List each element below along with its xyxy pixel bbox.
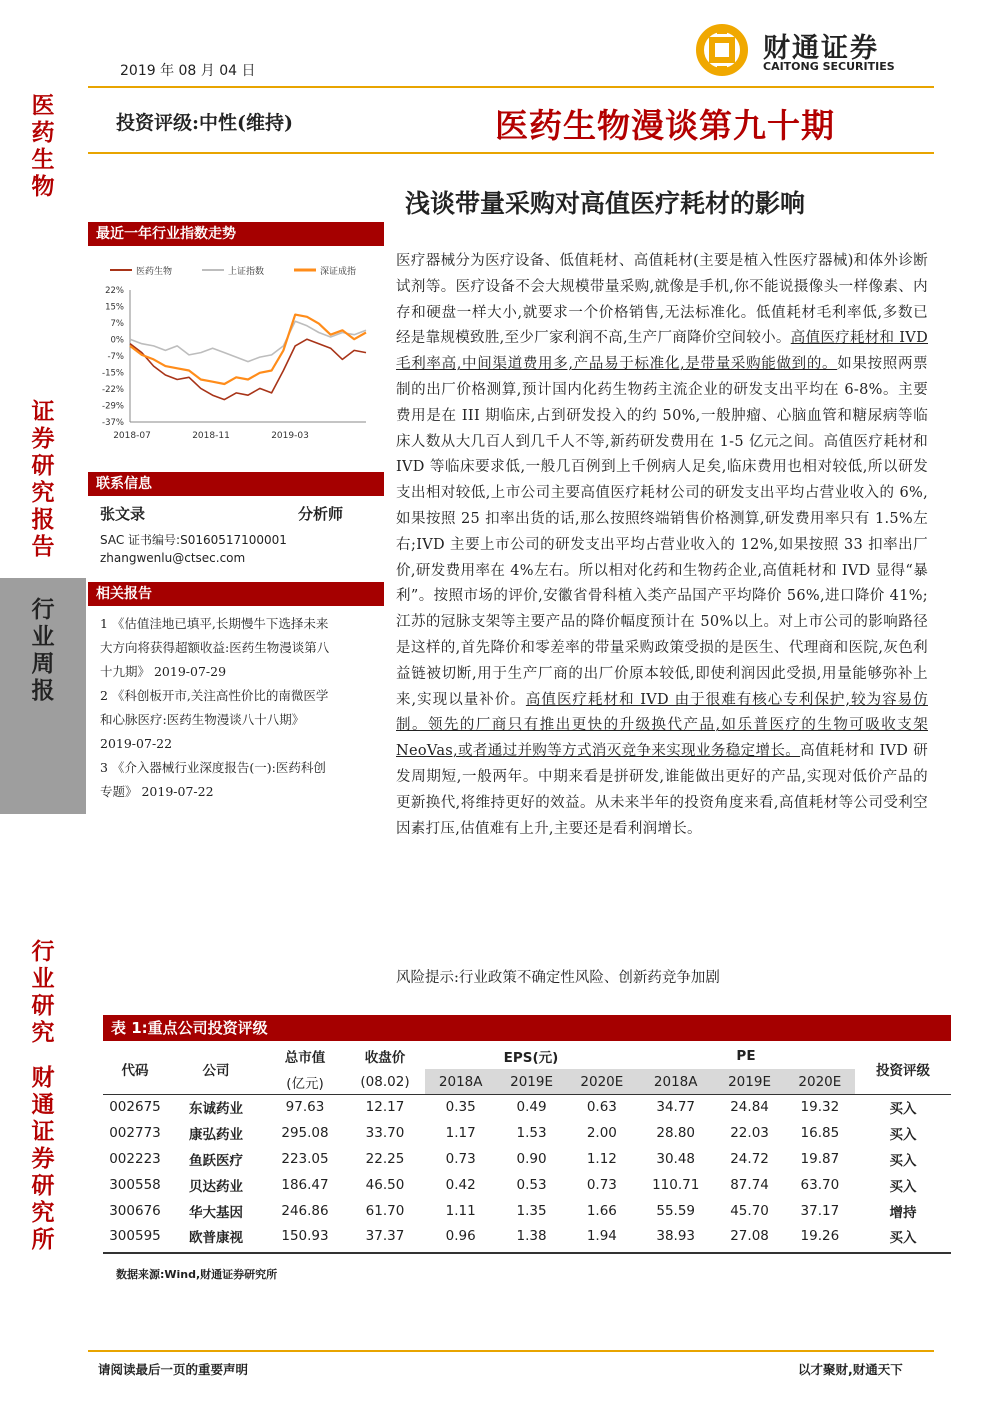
table-cell: 28.80 xyxy=(656,1125,696,1142)
footer-rule xyxy=(88,1350,934,1352)
related-list xyxy=(100,612,384,804)
rating-label: 投资评级:中性(维持) xyxy=(116,112,293,134)
th-year: 2019E xyxy=(714,1069,784,1095)
table-cell: 223.05 xyxy=(281,1151,329,1168)
sidebar-report-type-text: 证券研究报告 xyxy=(31,398,55,560)
x-tick-label: 2018-07 xyxy=(113,431,151,441)
table-cell: 买入 xyxy=(889,1178,917,1195)
table-row xyxy=(103,1146,951,1172)
y-tick-label: 0% xyxy=(110,335,124,346)
table-cell: 19.87 xyxy=(800,1151,840,1168)
table-cell: 2.00 xyxy=(586,1125,617,1142)
table-rule-top xyxy=(103,1094,951,1095)
table-cell: 0.90 xyxy=(516,1151,547,1168)
table-cell: 0.73 xyxy=(586,1176,617,1193)
th-year: 2019E xyxy=(496,1069,566,1095)
th-code: 代码 xyxy=(121,1062,149,1079)
sidebar-dept xyxy=(0,938,86,1253)
table-cell: 买入 xyxy=(889,1101,917,1118)
th-mcap-unit: (亿元) xyxy=(286,1075,324,1092)
table-title: 表 1:重点公司投资评级 xyxy=(103,1015,951,1041)
table-cell: 27.08 xyxy=(730,1228,769,1245)
body-text-3: 高值耗材和 IVD 研发周期短,一般两年。中期来看是拼研发,谁能做出更好的产品,实现对低价产品的更新换代,将维持更好的效益。从未来半年的投资角度来看,高值耗材等公司受利空因素打压,估值难有上升,主要还是看利润增长。 xyxy=(396,743,928,837)
body-highlight-1: 高值医疗耗材和 IVD 毛利率高,中间渠道费用多,产品易于标准化,是带量采购能做到的。 xyxy=(396,330,928,373)
y-tick-label: -29% xyxy=(102,401,124,412)
related-item-1[interactable] xyxy=(100,612,384,684)
table-row xyxy=(103,1095,951,1121)
related-item-3-line: 3 《介入器械行业深度报告(一):医药科创 xyxy=(100,760,326,775)
table-row xyxy=(103,1172,951,1198)
sidebar-dept2-text: 财通证券研究所 xyxy=(31,1064,55,1253)
legend-label: 上证指数 xyxy=(228,267,265,277)
sidebar-category-text: 行业周报 xyxy=(31,596,55,704)
table-cell: 1.94 xyxy=(586,1228,617,1245)
report-title: 浅谈带量采购对高值医疗耗材的影响 xyxy=(405,189,806,218)
x-tick-label: 2019-03 xyxy=(271,431,309,441)
table-cell: 0.53 xyxy=(516,1176,547,1193)
table-cell: 246.86 xyxy=(281,1202,329,1219)
table-cell: 150.93 xyxy=(281,1228,329,1245)
table-cell: 1.53 xyxy=(516,1125,547,1142)
legend-label: 医药生物 xyxy=(136,267,173,277)
series-title: 医药生物漫谈第九十期 xyxy=(495,106,835,145)
series-line-2 xyxy=(130,321,366,361)
risk-note: 风险提示:行业政策不确定性风险、创新药竞争加剧 xyxy=(396,970,720,986)
table-cell: 24.84 xyxy=(730,1099,769,1116)
table-cell: 37.37 xyxy=(365,1228,405,1245)
x-tick-label: 2018-11 xyxy=(192,431,230,441)
rating-table xyxy=(103,1043,951,1249)
table-cell: 0.63 xyxy=(586,1099,617,1116)
analyst-title: 分析师 xyxy=(298,505,344,523)
logo-en: CAITONG SECURITIES xyxy=(763,60,895,73)
y-tick-label: -22% xyxy=(102,385,124,395)
table-cell: 22.25 xyxy=(365,1151,405,1168)
table-cell: 186.47 xyxy=(281,1176,329,1193)
related-item-2-line: 2019-07-22 xyxy=(100,736,173,751)
table-cell: 45.70 xyxy=(730,1202,769,1219)
table-cell: 欧普康视 xyxy=(189,1230,243,1247)
footer-disclaimer[interactable]: 请阅读最后一页的重要声明 xyxy=(98,1362,249,1377)
th-pe: PE xyxy=(736,1047,756,1064)
company-logo xyxy=(693,22,933,78)
table-cell: 买入 xyxy=(889,1230,917,1247)
related-item-2[interactable] xyxy=(100,684,384,756)
analyst-email[interactable]: zhangwenlu@ctsec.com xyxy=(100,551,246,565)
th-year: 2018A xyxy=(637,1069,714,1095)
th-eps: EPS(元) xyxy=(503,1049,559,1066)
table-cell: 鱼跃医疗 xyxy=(189,1153,243,1170)
table-cell: 康弘药业 xyxy=(189,1127,243,1144)
table-cell: 1.66 xyxy=(586,1202,617,1219)
table-cell: 16.85 xyxy=(800,1125,840,1142)
table-row xyxy=(103,1198,951,1224)
related-item-2-line: 2 《科创板开市,关注高性价比的南微医学 xyxy=(100,688,329,703)
logo-mark-icon xyxy=(693,22,755,78)
table-cell: 24.72 xyxy=(730,1151,769,1168)
table-cell: 0.35 xyxy=(445,1099,476,1116)
table-cell: 0.42 xyxy=(445,1176,476,1193)
table-cell: 东诚药业 xyxy=(189,1101,243,1118)
th-close-date: (08.02) xyxy=(360,1073,410,1090)
table-cell: 1.12 xyxy=(586,1151,617,1168)
y-tick-label: 15% xyxy=(105,302,124,313)
y-tick-label: -7% xyxy=(107,352,124,362)
report-date: 2019 年 08 月 04 日 xyxy=(120,63,256,79)
contact-heading: 联系信息 xyxy=(88,472,384,496)
th-year: 2020E xyxy=(567,1069,637,1095)
table-cell: 002223 xyxy=(109,1151,161,1168)
table-cell: 97.63 xyxy=(285,1099,325,1116)
table-cell: 买入 xyxy=(889,1127,917,1144)
index-chart xyxy=(96,256,380,446)
series-line-1 xyxy=(130,339,366,399)
related-item-1-line: 十九期》 2019-07-29 xyxy=(100,664,227,679)
table-rule-bottom xyxy=(103,1252,951,1254)
body-paragraph xyxy=(396,249,928,842)
table-cell: 买入 xyxy=(889,1153,917,1170)
header-rule-bottom xyxy=(88,152,934,154)
index-heading: 最近一年行业指数走势 xyxy=(88,222,384,246)
th-close: 收盘价 xyxy=(364,1049,406,1066)
body-text-2: 如果按照两票制的出厂价格测算,预计国内化药生物药主流企业的研发支出平均在 6-8%。主要费用是在 III 期临床,占到研发投入的约 50%,一般肿瘤、心脑血管和糖尿病等临床人数从大几百人到几千人不等,新药研发费用在 1-5 亿元之间。高值医疗耗材和 IVD 等临床要求低,一般几百例到上千例病人足矣,临床费用也相对较低,所以研发支出相对较低,上市公司主要高值医疗耗材公司的研发支出平均占营业收入的 6%,如果按照 25 扣率出货的话,那么按照终端销售价格测算,研发费用率只有 1.5%左右;IVD 主要上市公司的研发支出平均占营业收入的 12%,如果按照 33 扣率出厂价,研发费用率在 4%左右。所以相对化药和生物药企业,高值耗材和 IVD 显得“暴利”。按照市场的评价,安徽省骨科植入类产品国产平均降价 56%,进口降价 41%;江苏的冠脉支架等主要产品的降价幅度预计在 50%以上。对上市公司的影响路径是这样的,首先降价和零差率的带量采购政策受损的是医生、代理商和医院,灰色利益链被切断,用于生产厂商的出厂价原本较低,即使利润因此受损,用量能够弥补上来,实现以量补价。 xyxy=(396,356,928,708)
header-rule-top xyxy=(88,86,934,88)
body-highlight-2: 高值医疗耗材和 IVD 由于很难有核心专利保护,较为容易仿制。领先的厂商只有推出更快的升级换代产品,如乐普医疗的生物可吸收支架 NeoVas,或者通过并购等方式消灭竞争来实现业务稳定增长。 xyxy=(396,691,928,760)
sidebar-report-type xyxy=(0,398,86,560)
sac-number: SAC 证书编号:S0160517100001 xyxy=(100,533,287,547)
y-tick-label: -15% xyxy=(102,368,124,379)
table-row xyxy=(103,1120,951,1146)
table-cell: 61.70 xyxy=(365,1202,405,1219)
th-rating: 投资评级 xyxy=(876,1062,930,1079)
sidebar-sector xyxy=(0,92,86,200)
table-cell: 33.70 xyxy=(365,1125,405,1142)
table-cell: 0.73 xyxy=(445,1151,476,1168)
table-cell: 002773 xyxy=(109,1125,161,1142)
table-cell: 34.77 xyxy=(656,1099,696,1116)
table-cell: 1.11 xyxy=(445,1202,476,1219)
related-item-3-line: 专题》 2019-07-22 xyxy=(100,784,214,799)
table-cell: 002675 xyxy=(109,1099,161,1116)
table-cell: 295.08 xyxy=(281,1125,329,1142)
table-cell: 30.48 xyxy=(656,1151,696,1168)
related-item-1-line: 大方向将获得超额收益:医药生物漫谈第八 xyxy=(100,640,330,655)
table-cell: 1.35 xyxy=(516,1202,547,1219)
table-cell: 87.74 xyxy=(730,1176,769,1193)
th-mcap: 总市值 xyxy=(284,1049,326,1066)
th-company: 公司 xyxy=(202,1062,230,1079)
legend-label: 深证成指 xyxy=(320,267,357,277)
table-cell: 37.17 xyxy=(800,1202,840,1219)
footer-slogan: 以才聚财,财通天下 xyxy=(798,1362,903,1377)
table-cell: 0.96 xyxy=(445,1228,476,1245)
table-row xyxy=(103,1224,951,1250)
table-cell: 1.17 xyxy=(445,1125,476,1142)
y-tick-label: 7% xyxy=(110,319,124,329)
table-cell: 300595 xyxy=(109,1228,161,1245)
related-heading: 相关报告 xyxy=(88,582,384,606)
table-cell: 19.26 xyxy=(800,1228,840,1245)
y-tick-label: -37% xyxy=(102,418,124,428)
table-cell: 12.17 xyxy=(365,1099,405,1116)
table-cell: 38.93 xyxy=(656,1228,696,1245)
table-cell: 22.03 xyxy=(730,1125,769,1142)
table-cell: 1.38 xyxy=(516,1228,547,1245)
table-cell: 华大基因 xyxy=(189,1204,243,1221)
sidebar-dept1-text: 行业研究 xyxy=(31,938,55,1046)
table-cell: 55.59 xyxy=(656,1202,696,1219)
th-year: 2018A xyxy=(425,1069,496,1095)
table-cell: 贝达药业 xyxy=(189,1178,243,1195)
table-cell: 19.32 xyxy=(800,1099,840,1116)
related-item-3[interactable] xyxy=(100,756,384,804)
body-text-1: 医疗器械分为医疗设备、低值耗材、高值耗材(主要是植入性医疗器械)和体外诊断试剂等。医疗设备不会大规模带量采购,就像是手机,你不能说摄像头一样像素、内存和硬盘一样大小,就要求一个价格销售,无法标准化。低值耗材毛利率低,多数已经是靠规模致胜,至少厂家利润不高,生产厂商降价空间较小。 xyxy=(396,253,928,347)
y-tick-label: 22% xyxy=(105,286,124,296)
index-chart-svg xyxy=(96,256,380,446)
table-cell: 增持 xyxy=(889,1204,917,1221)
sidebar-sector-text: 医药生物 xyxy=(31,92,55,200)
related-item-2-line: 和心脉医疗:医药生物漫谈八十八期》 xyxy=(100,712,305,727)
table-source: 数据来源:Wind,财通证券研究所 xyxy=(116,1268,278,1281)
th-year: 2020E xyxy=(785,1069,855,1095)
analyst-name: 张文录 xyxy=(100,505,146,523)
table-header-row xyxy=(103,1043,951,1069)
table-cell: 300676 xyxy=(109,1202,161,1219)
table-cell: 46.50 xyxy=(365,1176,405,1193)
table-cell: 300558 xyxy=(109,1176,161,1193)
table-cell: 0.49 xyxy=(516,1099,547,1116)
logo-cn: 财通证券 xyxy=(763,33,879,64)
table-cell: 63.70 xyxy=(800,1176,840,1193)
table-cell: 110.71 xyxy=(652,1176,700,1193)
related-item-1-line: 1 《估值洼地已填平,长期慢牛下选择未来 xyxy=(100,616,329,631)
sidebar-category xyxy=(0,578,86,814)
